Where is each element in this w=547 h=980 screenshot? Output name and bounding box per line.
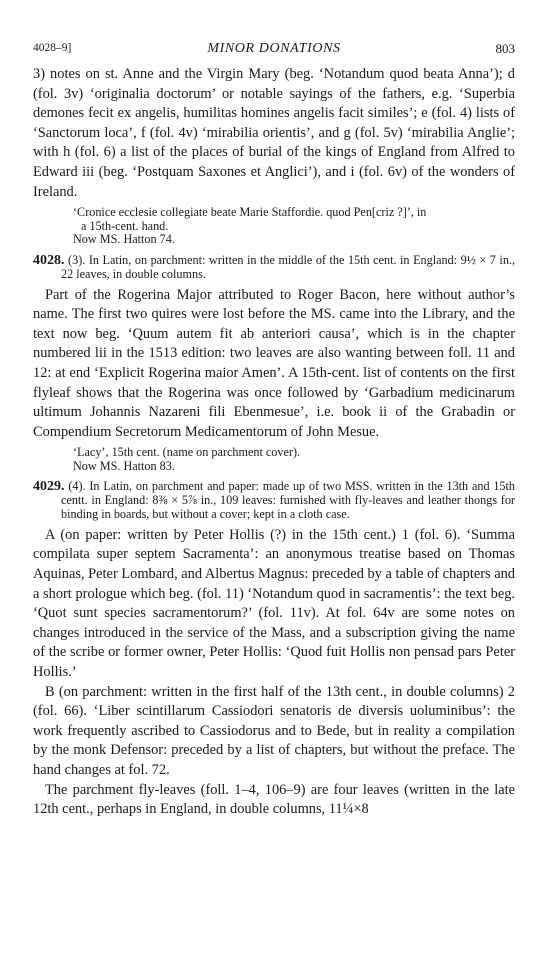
provenance-note-4027 [73, 206, 515, 247]
header-entry-range: 4028–9] [33, 42, 72, 54]
entry-heading-4029 [33, 480, 515, 521]
entry-4029-part-b: B (on parchment: written in the first half of the 13th cent., in double columns) 2 (fol. 66). ‘Liber scintillarum Cassiodori senatoris de diversis uoluminibus’: the work frequently ascribed to Cassiodorus and to Bede, but in reality a compilation by the monk Defensor: preceded by a list of chapters, but without the preface. The hand changes at fol. 72. [33, 683, 515, 778]
entry-4029-flyleaves: The parchment fly-leaves (foll. 1–4, 106–9) are four leaves (written in the late 12th cent., perhaps in England, in double columns, 11¼×8 [33, 781, 515, 818]
entry-description: (3). In Latin, on parchment: written in the middle of the 15th cent. in England: 9½ × 7 in., 22 leaves, in double columns. [61, 252, 516, 281]
note-line: ‘Cronice ecclesie collegiate beate Marie Staffordie. quod Pen[criz ?]’, in [73, 205, 427, 220]
entry-description: (4). In Latin, on parchment and paper: made up of two MSS. written in the 13th and 15th centt. in England: 8⅜ × 5⅞ in., 109 leaves: furnished with fly-leaves and leather thongs for binding in boards, but without a cover; kept in a cloth case. [61, 479, 516, 522]
shelfmark-line: Now MS. Hatton 83. [73, 458, 175, 473]
entry-4028-paragraph: Part of the Rogerina Major attributed to Roger Bacon, here without author’s name. The first two quires were lost before the MS. came into the Library, and the text now beg. ‘Quum autem fit ab anteriori causa’, which is in the chapter numbered lii in the 1513 edition: two leaves are also wanting between foll. 11 and 12: at end ‘Explicit Rogerina maior Amen’. A 15th-cent. list of contents on the first flyleaf shows that the Rogerina was once followed by ‘Garbadium medicinarum ultimum Johannis Nazareni fili Ebenmesue’, i.e. book ii of the Grabadin or Compendium Secretorum Medicamentorum of John Mesue. [33, 286, 515, 440]
page-number: 803 [495, 41, 515, 56]
entry-heading-4028 [33, 254, 515, 282]
provenance-note-4028 [73, 446, 515, 473]
note-line: a 15th-cent. hand. [81, 218, 169, 233]
page [33, 40, 515, 820]
shelfmark-line: Now MS. Hatton 74. [73, 232, 175, 247]
entry-4029-part-a: A (on paper: written by Peter Hollis (?) in the 15th cent.) 1 (fol. 6). ‘Summa compilata super septem Sacramenta’: an anonymous treatise based on Thomas Aquinas, Peter Lombard, and Albertus Magnus: preceded by a table of chapters and a short prologue which beg. (fol. 11) ‘Notandum quod in sacramentis’: the text beg. ‘Quot sunt species sacramentorum?’ (fol. 11v). At fol. 64v are some notes on changes introduced in the service of the Mass, and a subscription giving the name of the scribe or former owner, Peter Hollis: ‘Quod fuit Hollis non pensad pars Peter Hollis.’ [33, 526, 515, 681]
entry-number: 4029. [33, 479, 65, 495]
entry-number: 4028. [33, 252, 65, 268]
header-title: MINOR DONATIONS [207, 41, 341, 56]
running-header [33, 40, 515, 60]
note-line: ‘Lacy’, 15th cent. (name on parchment cover). [73, 445, 301, 460]
paragraph-continued: 3) notes on st. Anne and the Virgin Mary (beg. ‘Notandum quod beata Anna’); d (fol. 3v) ‘originalia doctorum’ or notable sayings of the fathers, e.g. ‘Superbia demones fecit ex angelis, humilitas homines angelis facit similes’; e (fol. 4) lists of ‘Sanctorum loca’, f (fol. 4v) ‘mirabilia orientis’, and g (fol. 5v) ‘mirabilia Anglie’; with h (fol. 6) a list of the places of burial of the kings of England from Alfred to Edward iii (beg. ‘Postquam Saxones et Anglici’), and i (fol. 6v) of the wonders of Ireland. [33, 66, 515, 200]
